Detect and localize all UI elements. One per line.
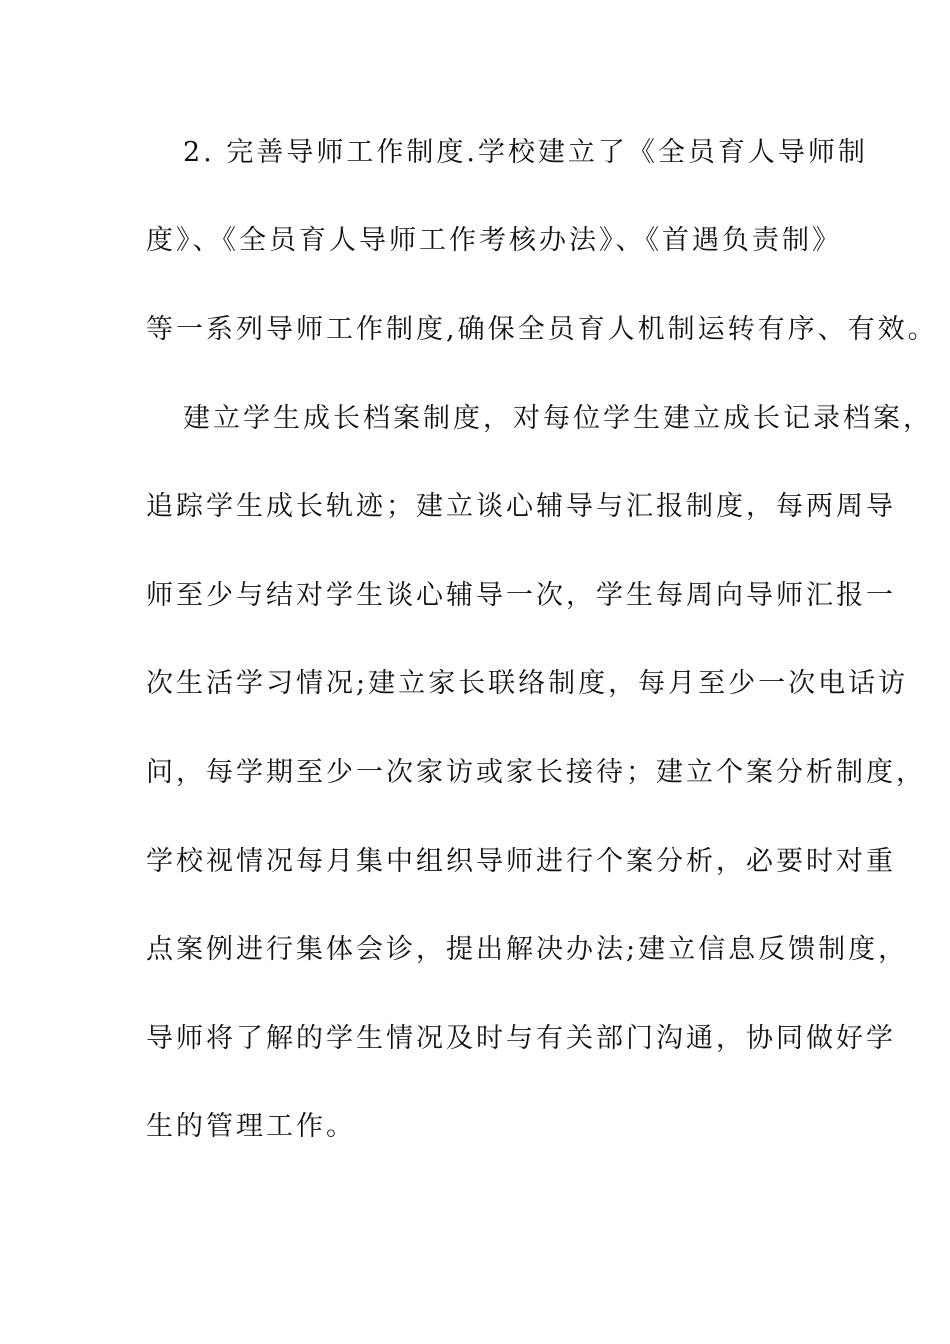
paragraph-line: 点案例进行集体会诊，提出解决办法;建立信息反馈制度， [146, 934, 909, 965]
paragraph-line: 建立学生成长档案制度，对每位学生建立成长记录档案， [183, 403, 933, 434]
paragraph-line: 次生活学习情况;建立家长联络制度，每月至少一次电话访 [146, 668, 909, 699]
paragraph-line: 问，每学期至少一次家访或家长接待；建立个案分析制度， [146, 757, 926, 788]
paragraph-line: 追踪学生成长轨迹；建立谈心辅导与汇报制度，每两周导 [146, 491, 896, 522]
paragraph-line: 等一系列导师工作制度,确保全员育人机制运转有序、有效。 [146, 314, 938, 345]
paragraph-line: 师至少与结对学生谈心辅导一次，学生每周向导师汇报一 [146, 580, 896, 611]
paragraph-line: 生的管理工作。 [146, 1111, 356, 1142]
paragraph-line: 导师将了解的学生情况及时与有关部门沟通，协同做好学 [146, 1023, 896, 1054]
paragraph-line: 2. 完善导师工作制度.学校建立了《全员育人导师制 [183, 137, 868, 168]
paragraph-line: 度》、《全员育人导师工作考核办法》、《首遇负责制》 [146, 225, 842, 256]
paragraph-line: 学校视情况每月集中组织导师进行个案分析，必要时对重 [146, 846, 896, 877]
